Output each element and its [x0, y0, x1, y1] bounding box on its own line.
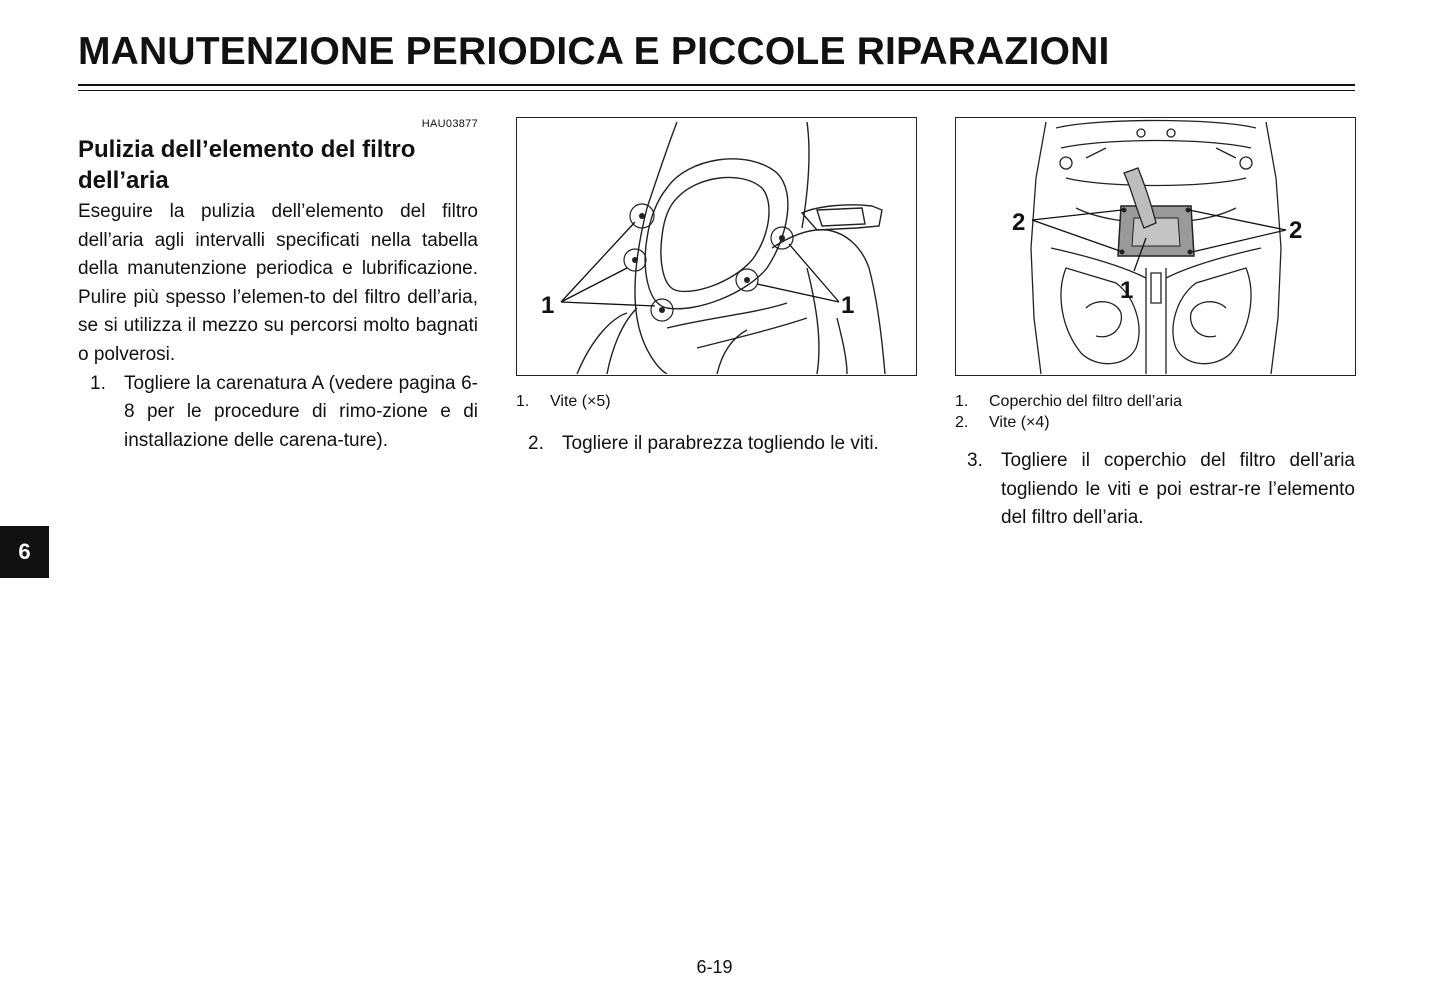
figure1-callout-right: 1 — [841, 292, 855, 319]
step-number: 1. — [90, 372, 106, 394]
caption-row — [955, 391, 1355, 412]
figure1-captions — [516, 391, 916, 412]
chapter-tab: 6 — [0, 526, 49, 578]
page-number: 6-19 — [696, 957, 733, 977]
step-text: Togliere la carenatura A (vedere pagina 6-8 per le procedure di rimo-zione e di installazione delle carena-ture). — [124, 372, 478, 451]
section-intro: Eseguire la pulizia dell’elemento del filtro dell’aria agli intervalli specificati nella tabella della manutenzione periodica e lubrificazione. Pulire più spesso l’elemen-to del filtro dell’aria, se si utilizza il mezzo su percorsi molto bagnati o polverosi. — [78, 201, 478, 365]
figure2-callout-1: 1 — [1120, 277, 1134, 304]
caption-text: Vite (×4) — [989, 414, 1050, 431]
figure2-captions — [955, 391, 1355, 433]
caption-number: 2. — [955, 414, 969, 431]
scooter-front-drawing — [517, 118, 915, 374]
caption-row — [955, 412, 1355, 433]
figure2-callout-2-left: 2 — [1012, 209, 1026, 236]
caption-row — [516, 391, 916, 412]
step-text: Togliere il coperchio del filtro dell’aria togliendo le viti e poi estrar-re l’elemento del filtro dell’aria. — [1001, 450, 1355, 529]
step-number: 2. — [528, 433, 544, 454]
step-text: Togliere il parabrezza togliendo le viti. — [562, 433, 879, 454]
section-code: HAU03877 — [421, 118, 478, 130]
figure2-callout-2-right: 2 — [1289, 217, 1303, 244]
step-item — [955, 447, 1355, 533]
step-number: 3. — [967, 450, 983, 471]
left-column — [78, 118, 478, 455]
caption-text: Vite (×5) — [550, 393, 611, 410]
figure1-callout-left: 1 — [541, 292, 555, 319]
caption-number: 1. — [516, 393, 530, 410]
header-rule-thick — [78, 84, 1355, 86]
figure-air-filter-cover — [955, 117, 1356, 376]
air-filter-drawing — [956, 118, 1354, 374]
caption-number: 1. — [955, 393, 969, 410]
caption-text: Coperchio del filtro dell’aria — [989, 393, 1182, 410]
step-item — [516, 430, 916, 459]
section-heading: Pulizia dell’elemento del filtro dell’aria — [78, 136, 416, 194]
page-title: MANUTENZIONE PERIODICA E PICCOLE RIPARAZIONI — [78, 30, 1110, 73]
figure-windshield-screws — [516, 117, 917, 376]
header-rule-thin — [78, 90, 1355, 91]
step-item — [78, 370, 478, 456]
